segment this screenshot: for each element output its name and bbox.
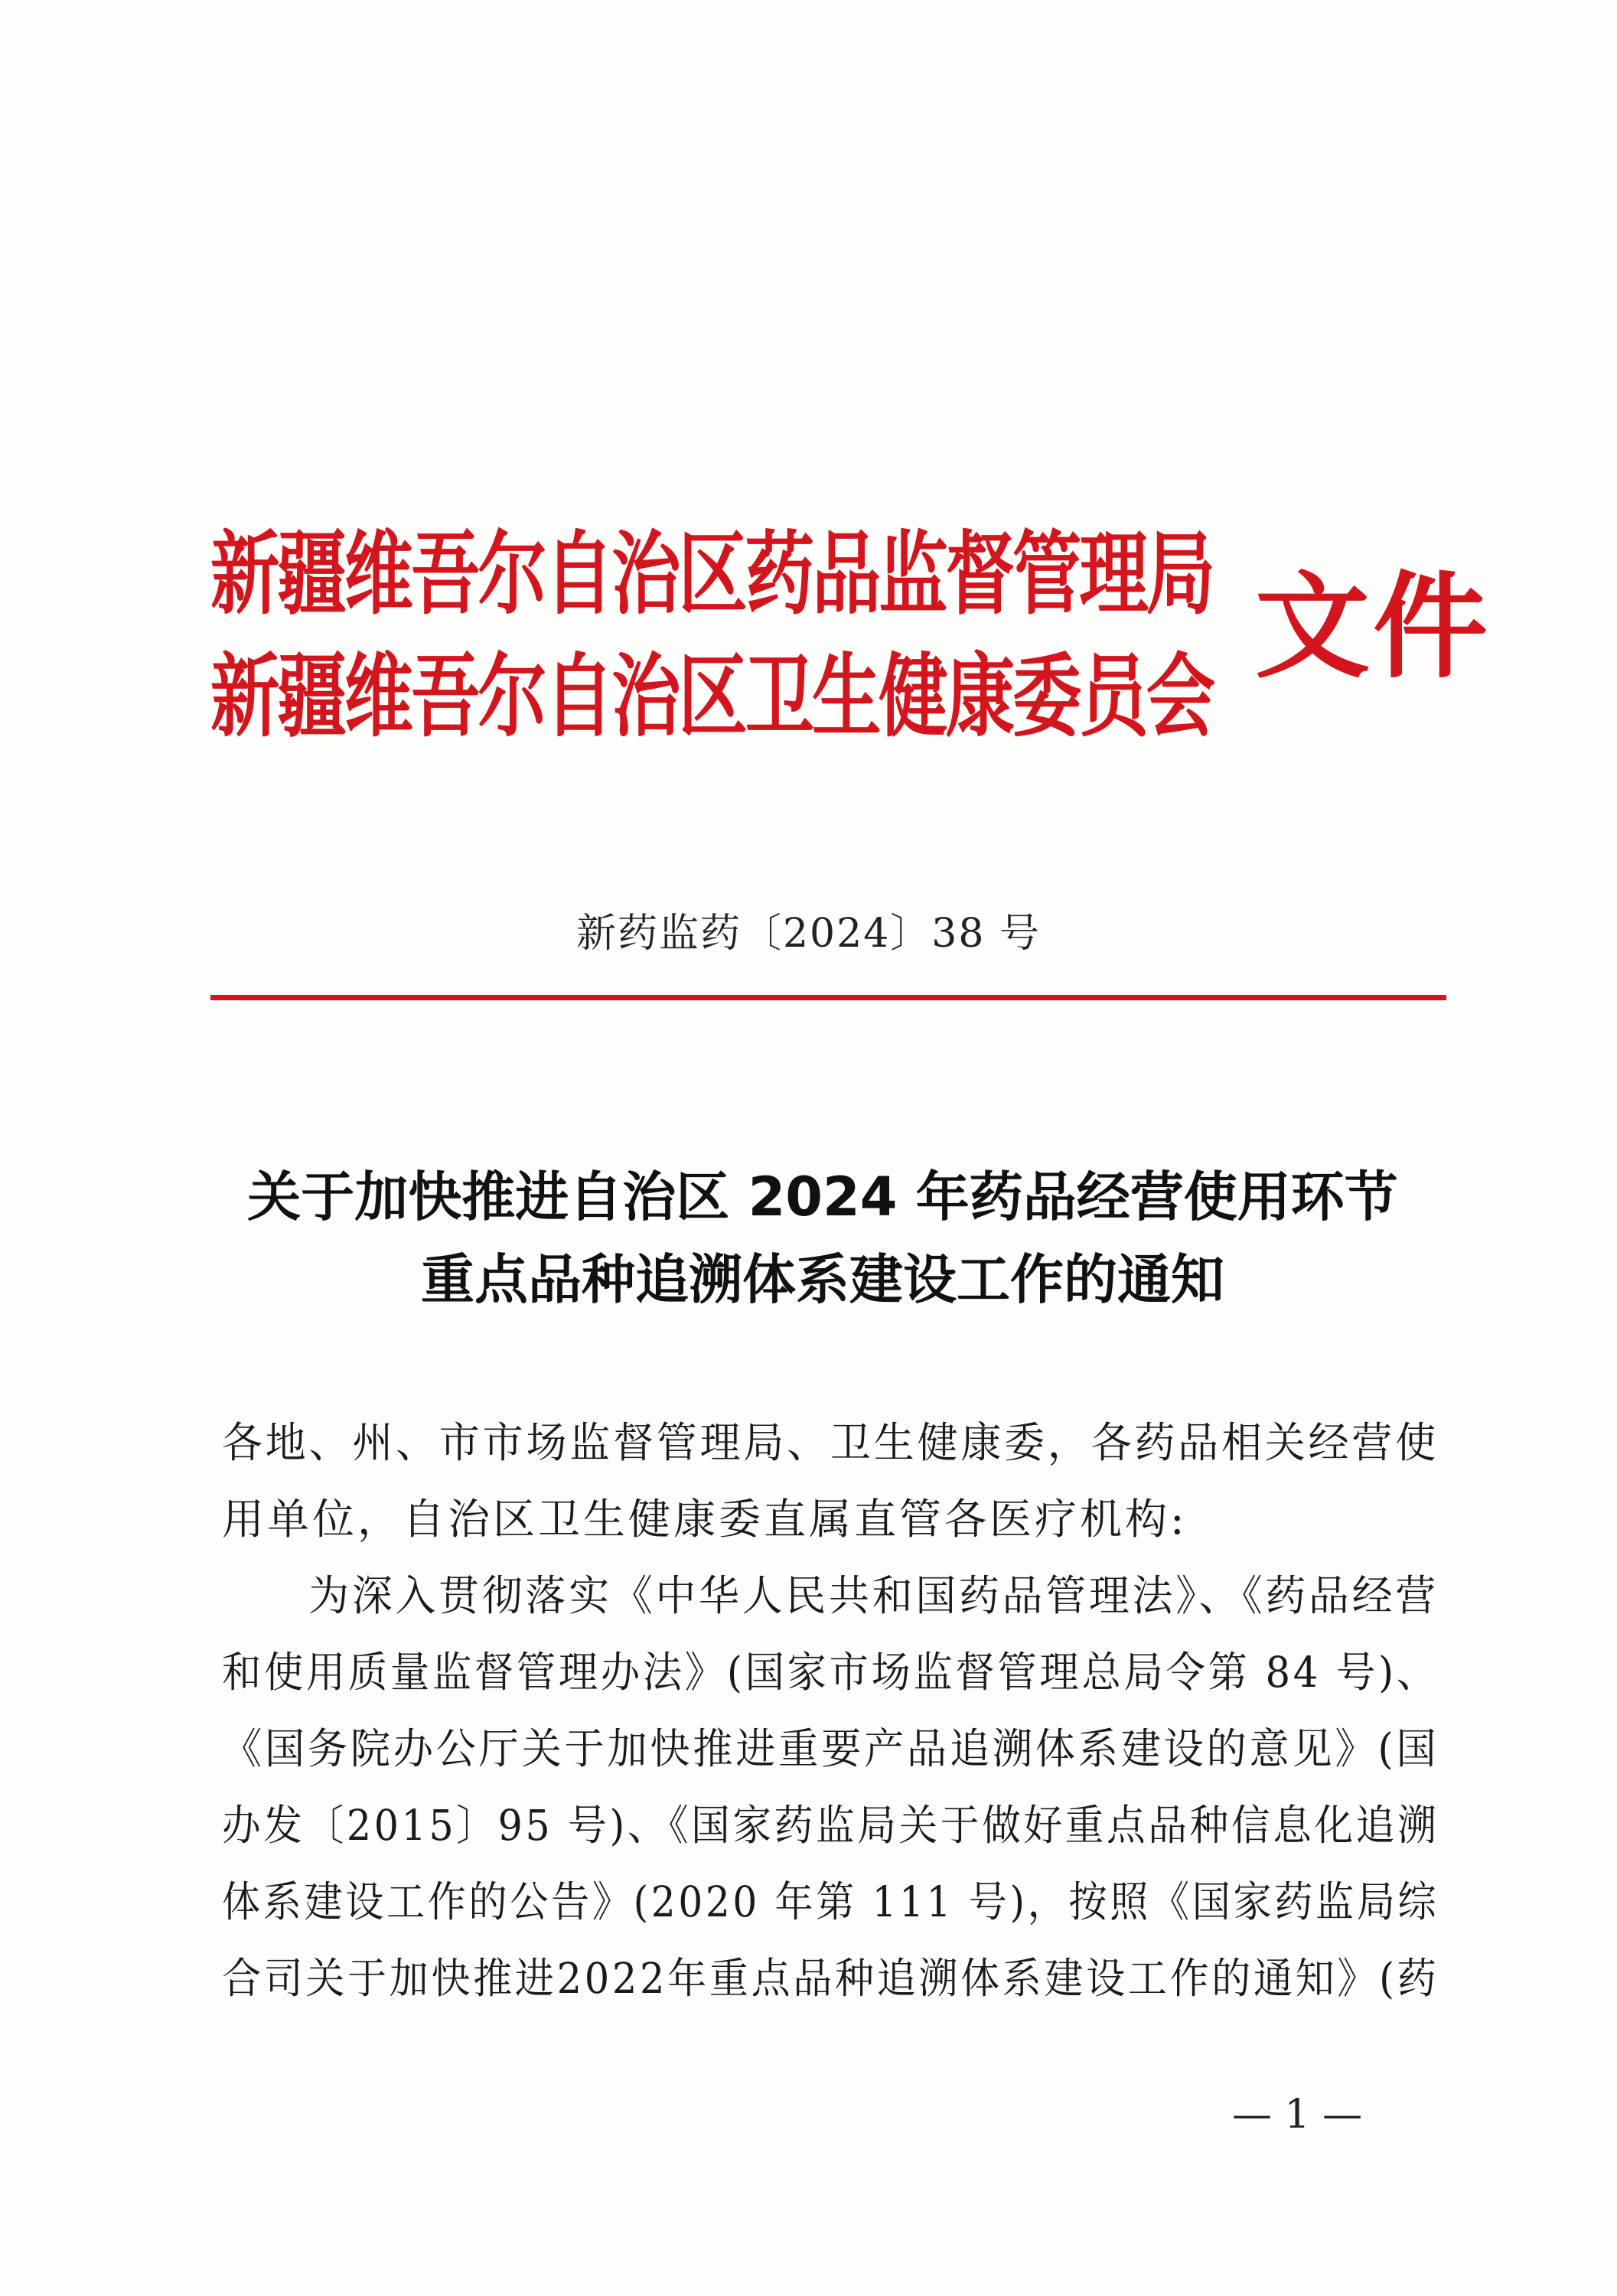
document-body [222,1404,1439,2017]
document-type-label: 文件 [1255,561,1491,694]
issuer-line-health-commission: 新疆维吾尔自治区卫生健康委员会 [210,644,1214,749]
document-number: 新药监药〔2024〕38 号 [575,911,1042,957]
paragraph-line-5: 体系建设工作的公告》(2020 年第 111 号)，按照《国家药监局综 [222,1877,1439,1926]
paragraph-line-1: 为深入贯彻落实《中华人民共和国药品管理法》、《药品经营 [308,1571,1439,1620]
paragraph-line-4: 办发〔2015〕95 号)、《国家药监局关于做好重点品种信息化追溯 [222,1801,1439,1850]
addressee-line-1: 各地、州、市市场监督管理局、卫生健康委，各药品相关经营使 [222,1418,1439,1467]
title-line-1: 关于加快推进自治区 2024 年药品经营使用环节 [247,1166,1398,1228]
issuer-line-drug-administration: 新疆维吾尔自治区药品监督管理局 [210,521,1214,627]
paragraph-line-6: 合司关于加快推进2022年重点品种追溯体系建设工作的通知》(药 [222,1954,1439,2003]
page-number: — 1 — [1232,2092,1363,2138]
addressee-line-2: 用单位，自治区卫生健康委直属直管各医疗机构: [222,1495,1188,1544]
issuer-header [210,520,1491,765]
red-divider-rule [210,995,1446,1000]
title-line-2: 重点品种追溯体系建设工作的通知 [421,1248,1224,1311]
paragraph-line-3: 《国务院办公厅关于加快推进重要产品追溯体系建设的意见》(国 [222,1724,1439,1773]
paragraph-line-2: 和使用质量监督管理办法》(国家市场监督管理总局令第 84 号)、 [222,1648,1439,1697]
document-title [191,1156,1454,1321]
